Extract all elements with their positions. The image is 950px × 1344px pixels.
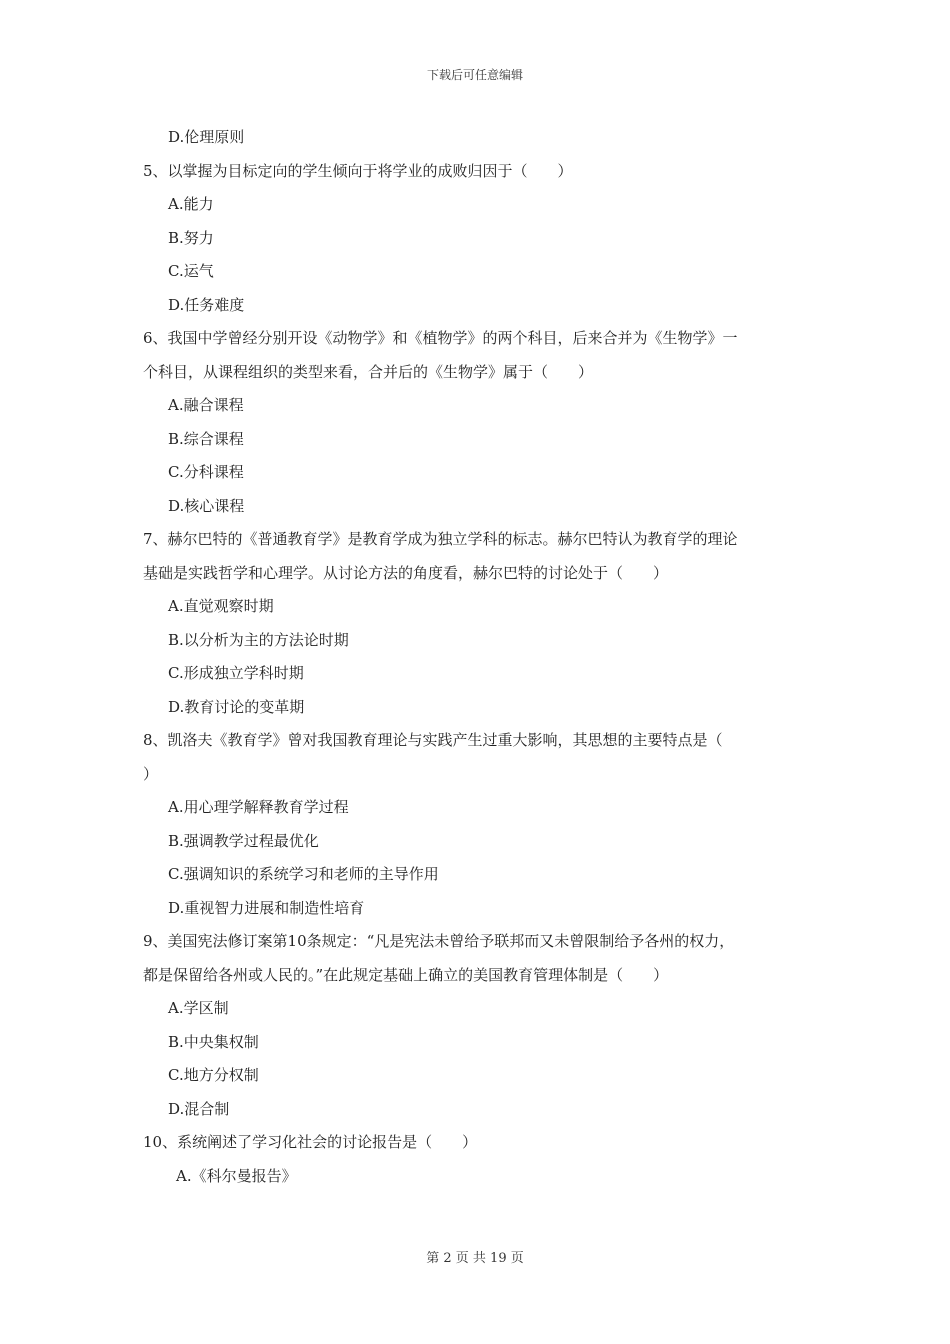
answer-option: C.分科课程 [168,463,244,481]
question-text: 9、美国宪法修订案第10条规定：“凡是宪法未曾给予联邦而又未曾限制给予各州的权力， [143,932,735,950]
answer-option: A.能力 [168,195,214,213]
answer-option: B.以分析为主的方法论时期 [168,630,349,649]
answer-option: A.学区制 [168,999,229,1017]
answer-option: B.努力 [168,228,214,247]
answer-option: A.直觉观察时期 [168,597,274,615]
answer-option: D.重视智力进展和制造性培育 [168,898,365,917]
answer-option: D.教育讨论的变革期 [168,697,305,716]
answer-option: D.伦理原则 [168,128,245,146]
answer-option: A.用心理学解释教育学过程 [168,798,349,816]
answer-option: A.《科尔曼报告》 [176,1166,297,1185]
answer-option: C.形成独立学科时期 [168,664,304,682]
question-text: 8、凯洛夫《教育学》曾对我国教育理论与实践产生过重大影响，其思想的主要特点是（ [143,731,723,749]
answer-option: D.混合制 [168,1099,230,1118]
answer-option: C.运气 [168,262,214,280]
question-text: 6、我国中学曾经分别开设《动物学》和《植物学》的两个科目，后来合并为《生物学》一 [143,329,738,347]
question-text: 基础是实践哲学和心理学。从讨论方法的角度看，赫尔巴特的讨论处于（ ） [143,563,669,582]
answer-option: C.地方分权制 [168,1066,259,1084]
page-content [143,121,823,1193]
answer-option: D.任务难度 [168,295,245,314]
answer-option: D.核心课程 [168,496,245,515]
answer-option: B.中央集权制 [168,1032,259,1051]
question-text: ） [143,764,159,783]
page-footer: 第 2 页 共 19 页 [426,1251,524,1266]
question-text: 10、系统阐述了学习化社会的讨论报告是（ ） [143,1133,478,1151]
answer-option: C.强调知识的系统学习和老师的主导作用 [168,865,439,883]
answer-option: A.融合课程 [168,396,244,414]
answer-option: B.强调教学过程最优化 [168,831,319,850]
question-text: 5、以掌握为目标定向的学生倾向于将学业的成败归因于（ ） [143,161,573,180]
answer-option: B.综合课程 [168,429,244,448]
question-text: 都是保留给各州或人民的。”在此规定基础上确立的美国教育管理体制是（ ） [143,965,669,984]
question-text: 7、赫尔巴特的《普通教育学》是教育学成为独立学科的标志。赫尔巴特认为教育学的理论 [143,530,738,548]
page-header: 下载后可任意编辑 [426,68,523,82]
question-text: 个科目，从课程组织的类型来看，合并后的《生物学》属于（ ） [143,362,594,381]
